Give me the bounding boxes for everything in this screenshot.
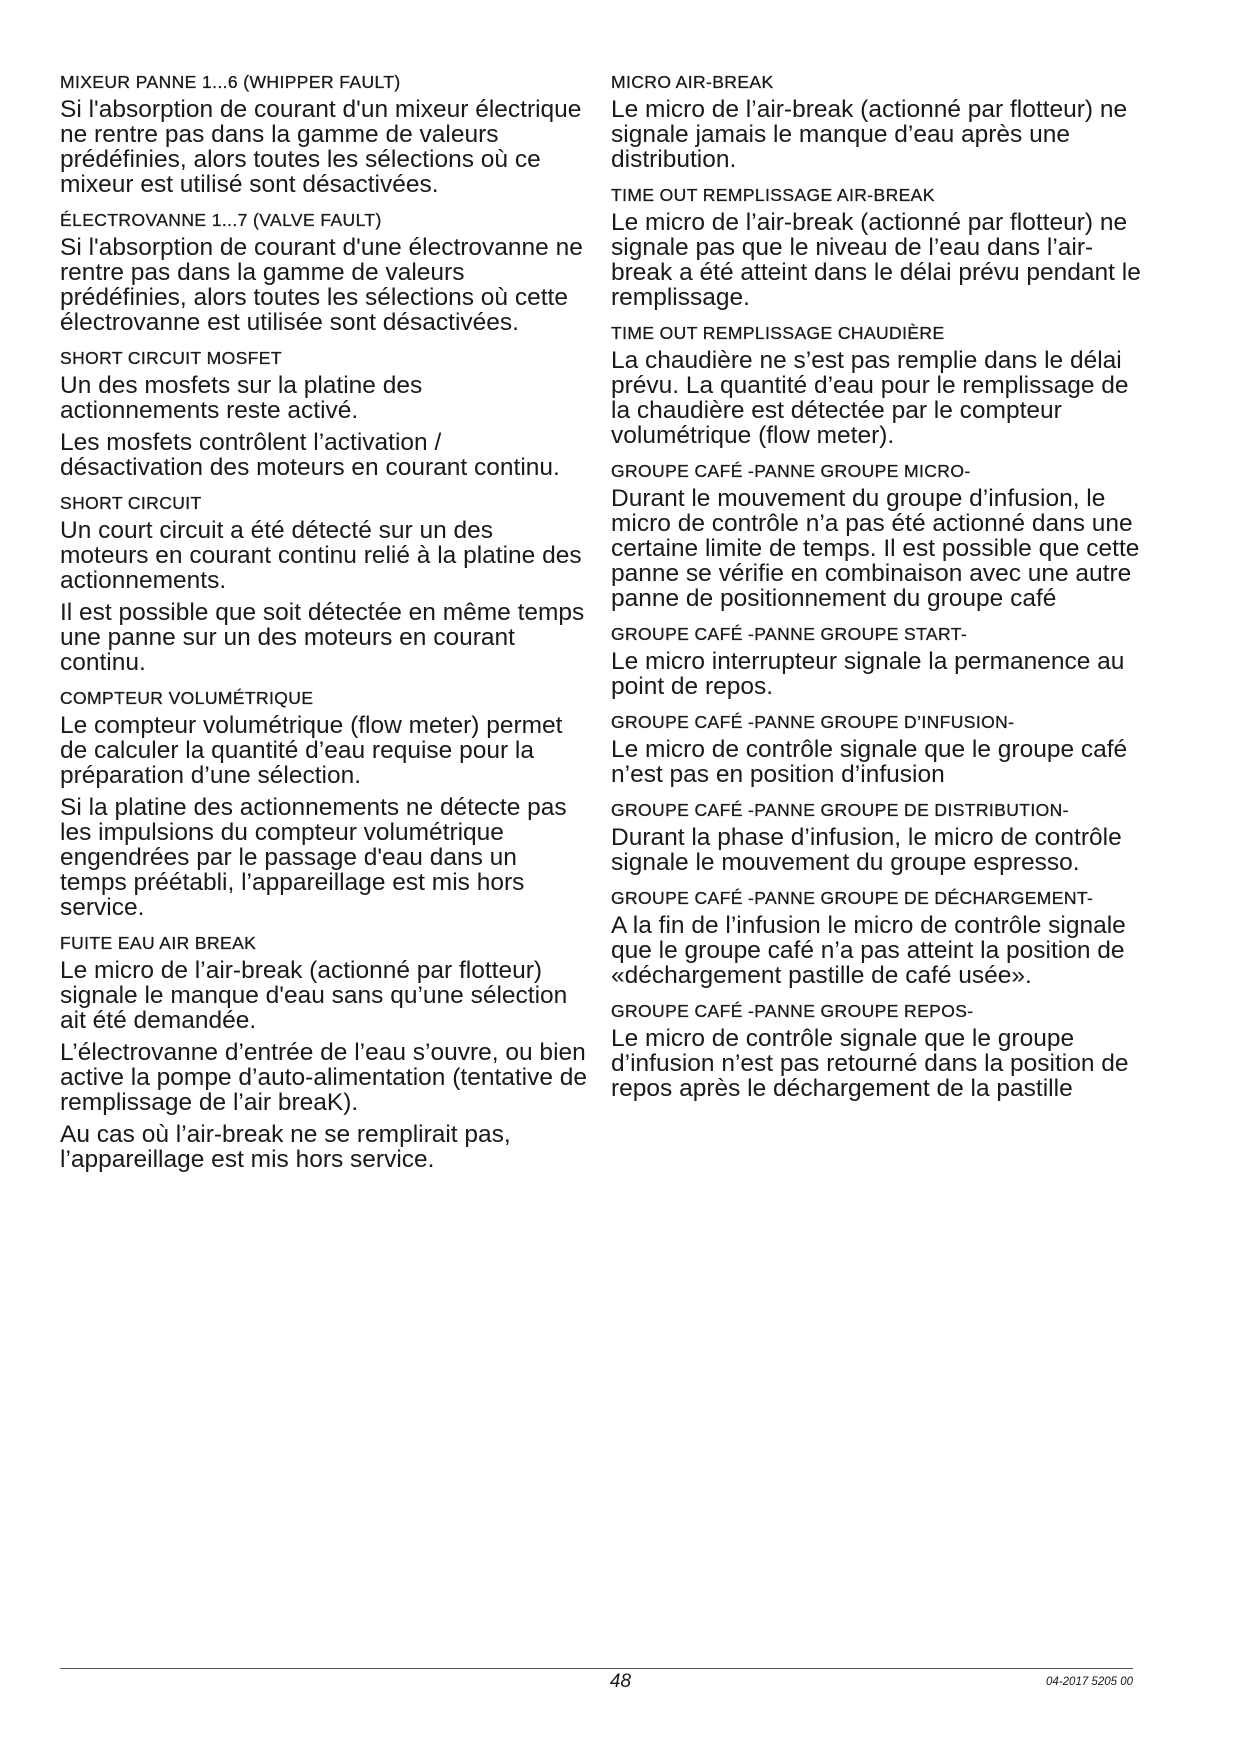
troubleshooting-section <box>611 321 1141 448</box>
troubleshooting-section <box>611 710 1141 787</box>
troubleshooting-section <box>611 886 1141 988</box>
section-paragraph: Il est possible que soit détectée en même temps une panne sur un des moteurs en courant continu. <box>60 599 585 676</box>
troubleshooting-section <box>60 70 588 197</box>
troubleshooting-section <box>611 798 1141 875</box>
left-column <box>60 70 588 1183</box>
troubleshooting-section <box>611 622 1141 699</box>
section-paragraph: L’électrovanne d’entrée de l’eau s’ouvre, ou bien active la pompe d’auto-alimentation (tentative de remplissage de l’air breaK). <box>60 1039 588 1116</box>
section-paragraph: Au cas où l’air-break ne se remplirait pas, l’appareillage est mis hors service. <box>60 1121 511 1173</box>
section-paragraph: Le micro de contrôle signale que le groupe d’infusion n’est pas retourné dans la position de repos après le déchargement de la pastille <box>611 1025 1129 1102</box>
section-heading: TIME OUT REMPLISSAGE CHAUDIÈRE <box>611 323 945 343</box>
section-paragraph: Durant la phase d’infusion, le micro de contrôle signale le mouvement du groupe espresso. <box>611 824 1122 876</box>
section-heading: GROUPE CAFÉ -PANNE GROUPE MICRO- <box>611 461 971 481</box>
section-heading: GROUPE CAFÉ -PANNE GROUPE DE DÉCHARGEMENT- <box>611 888 1094 908</box>
troubleshooting-section <box>60 686 588 920</box>
section-heading: FUITE EAU AIR BREAK <box>60 933 257 953</box>
section-paragraph: Si la platine des actionnements ne détecte pas les impulsions du compteur volumétrique engendrées par le passage d'eau dans un temps préétabli, l’appareillage est mis hors service. <box>60 794 567 921</box>
section-heading: SHORT CIRCUIT <box>60 493 202 513</box>
section-heading: GROUPE CAFÉ -PANNE GROUPE START- <box>611 624 968 644</box>
section-heading: SHORT CIRCUIT MOSFET <box>60 348 282 368</box>
footer-divider <box>60 1668 1133 1669</box>
troubleshooting-section <box>611 183 1141 310</box>
section-paragraph: Le micro interrupteur signale la permanence au point de repos. <box>611 648 1125 700</box>
troubleshooting-section <box>611 999 1141 1101</box>
section-paragraph: Le compteur volumétrique (flow meter) permet de calculer la quantité d’eau requise pour la préparation d’une sélection. <box>60 712 563 789</box>
section-paragraph: Un des mosfets sur la platine des actionnements reste activé. <box>60 372 423 424</box>
section-heading: MIXEUR PANNE 1...6 (WHIPPER FAULT) <box>60 72 401 92</box>
section-paragraph: Les mosfets contrôlent l’activation / désactivation des moteurs en courant continu. <box>60 429 560 481</box>
troubleshooting-section <box>60 346 588 480</box>
section-paragraph: Le micro de l’air-break (actionné par flotteur) ne signale jamais le manque d’eau après une distribution. <box>611 96 1128 173</box>
section-paragraph: A la fin de l’infusion le micro de contrôle signale que le groupe café n’a pas atteint la position de «déchargement pastille de café usée». <box>611 912 1126 989</box>
section-paragraph: Le micro de l’air-break (actionné par flotteur) signale le manque d'eau sans qu’une sélection ait été demandée. <box>60 957 568 1034</box>
section-paragraph: Si l'absorption de courant d'une électrovanne ne rentre pas dans la gamme de valeurs prédéfinies, alors toutes les sélections où cette électrovanne est utilisée sont désactivées. <box>60 234 583 336</box>
section-paragraph: Le micro de contrôle signale que le groupe café n’est pas en position d’infusion <box>611 736 1128 788</box>
section-paragraph: Durant le mouvement du groupe d’infusion, le micro de contrôle n’a pas été actionné dans une certaine limite de temps. Il est possible que cette panne se vérifie en combinaison avec une autre panne de positionnement du groupe café <box>611 485 1140 612</box>
section-heading: ÉLECTROVANNE 1...7 (VALVE FAULT) <box>60 210 382 230</box>
section-heading: GROUPE CAFÉ -PANNE GROUPE DE DISTRIBUTION- <box>611 800 1069 820</box>
section-heading: GROUPE CAFÉ -PANNE GROUPE REPOS- <box>611 1001 974 1021</box>
page-number: 48 <box>609 1671 632 1692</box>
document-reference: 04-2017 5205 00 <box>1046 1676 1133 1688</box>
troubleshooting-section <box>611 70 1141 172</box>
troubleshooting-section <box>60 491 588 675</box>
section-paragraph: Le micro de l’air-break (actionné par flotteur) ne signale pas que le niveau de l’eau dans l’air-break a été atteint dans le délai prévu pendant le remplissage. <box>611 209 1141 311</box>
section-paragraph: Un court circuit a été détecté sur un des moteurs en courant continu relié à la platine des actionnements. <box>60 517 582 594</box>
section-paragraph: La chaudière ne s’est pas remplie dans le délai prévu. La quantité d’eau pour le remplissage de la chaudière est détectée par le compteur volumétrique (flow meter). <box>611 347 1129 449</box>
section-heading: MICRO AIR-BREAK <box>611 72 774 92</box>
right-column <box>611 70 1141 1112</box>
troubleshooting-section <box>611 459 1141 611</box>
section-heading: COMPTEUR VOLUMÉTRIQUE <box>60 688 314 708</box>
section-paragraph: Si l'absorption de courant d'un mixeur électrique ne rentre pas dans la gamme de valeurs prédéfinies, alors toutes les sélections où ce mixeur est utilisé sont désactivées. <box>60 96 582 198</box>
section-heading: GROUPE CAFÉ -PANNE GROUPE D’INFUSION- <box>611 712 1015 732</box>
section-heading: TIME OUT REMPLISSAGE AIR-BREAK <box>611 185 935 205</box>
troubleshooting-section <box>60 931 588 1172</box>
troubleshooting-section <box>60 208 588 335</box>
